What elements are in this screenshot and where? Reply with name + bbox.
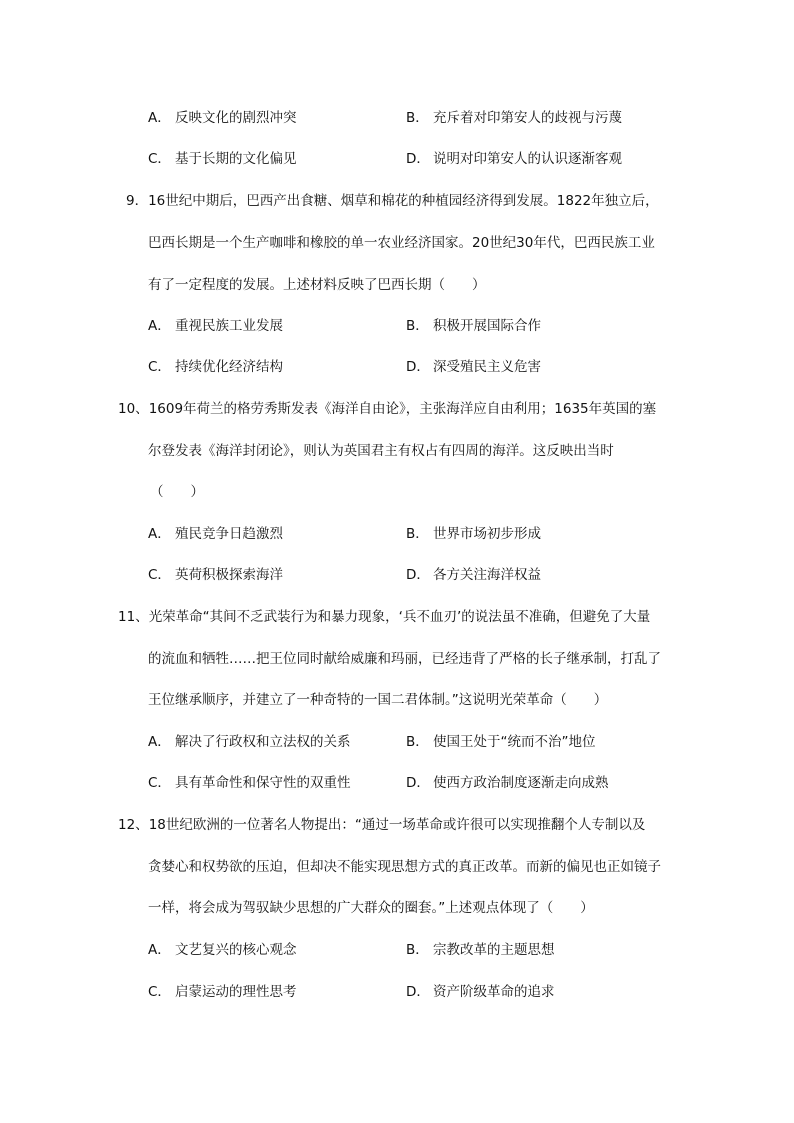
- option-d: D． 各方关注海洋权益: [406, 567, 541, 583]
- option-c: C． 基于长期的文化偏见: [148, 151, 297, 167]
- option-c: C． 具有革命性和保守性的双重性: [148, 775, 351, 791]
- question-stem-line: 11、光荣革命“其间不乏武装行为和暴力现象，‘兵不血刃’的说法虽不准确，但避免了大量: [118, 609, 651, 625]
- option-a: A． 反映文化的剧烈冲突: [148, 110, 297, 126]
- option-c: C． 持续优化经济结构: [148, 359, 283, 375]
- question-number: 12、: [118, 817, 149, 833]
- question-stem-line: 贪婪心和权势欲的压迫，但却决不能实现思想方式的真正改革。而新的偏见也正如镜子: [148, 859, 661, 875]
- option-c: C． 启蒙运动的理性思考: [148, 984, 297, 1000]
- option-d: D． 说明对印第安人的认识逐渐客观: [406, 151, 622, 167]
- question-stem-line: 10、1609年荷兰的格劳秀斯发表《海洋自由论》，主张海洋应自由利用；1635年英国的塞: [118, 401, 657, 417]
- question-stem-line: 有了一定程度的发展。上述材料反映了巴西长期（ ）: [148, 277, 486, 293]
- question-stem-line: 尔登发表《海洋封闭论》，则认为英国君主有权占有四周的海洋。这反映出当时: [148, 443, 614, 459]
- option-a: A． 解决了行政权和立法权的关系: [148, 734, 351, 750]
- question-stem-line: 的流血和牺牲……把王位同时献给威廉和玛丽，已经违背了严格的长子继承制，打乱了: [148, 651, 661, 667]
- option-b: B． 充斥着对印第安人的歧视与污蔑: [406, 110, 622, 126]
- question-number: 9．: [126, 193, 149, 209]
- question-number: 10、: [118, 401, 149, 417]
- option-a: A． 文艺复兴的核心观念: [148, 942, 297, 958]
- answer-bracket: （ ）: [150, 484, 204, 500]
- option-b: B． 世界市场初步形成: [406, 526, 541, 542]
- question-stem-line: 巴西长期是一个生产咖啡和橡胶的单一农业经济国家。20世纪30年代，巴西民族工业: [148, 235, 655, 251]
- option-a: A． 殖民竞争日趋激烈: [148, 526, 283, 542]
- question-stem-line: 9．16世纪中期后，巴西产出食糖、烟草和棉花的种植园经济得到发展。1822年独立后，: [126, 193, 659, 209]
- option-b: B． 使国王处于“统而不治”地位: [406, 734, 596, 750]
- option-c: C． 英荷积极探索海洋: [148, 567, 283, 583]
- option-d: D． 资产阶级革命的追求: [406, 984, 555, 1000]
- question-stem-line: 王位继承顺序，并建立了一种奇特的一国二君体制。”这说明光荣革命（ ）: [148, 692, 608, 708]
- option-b: B． 宗教改革的主题思想: [406, 942, 555, 958]
- question-stem-line: 一样，将会成为驾驭缺少思想的广大群众的圈套。”上述观点体现了（ ）: [148, 900, 594, 916]
- question-stem-line: 12、18世纪欧洲的一位著名人物提出：“通过一场革命或许很可以实现推翻个人专制以及: [118, 817, 646, 833]
- option-a: A． 重视民族工业发展: [148, 318, 283, 334]
- question-number: 11、: [118, 609, 149, 625]
- option-d: D． 使西方政治制度逐渐走向成熟: [406, 775, 609, 791]
- option-d: D． 深受殖民主义危害: [406, 359, 541, 375]
- option-b: B． 积极开展国际合作: [406, 318, 541, 334]
